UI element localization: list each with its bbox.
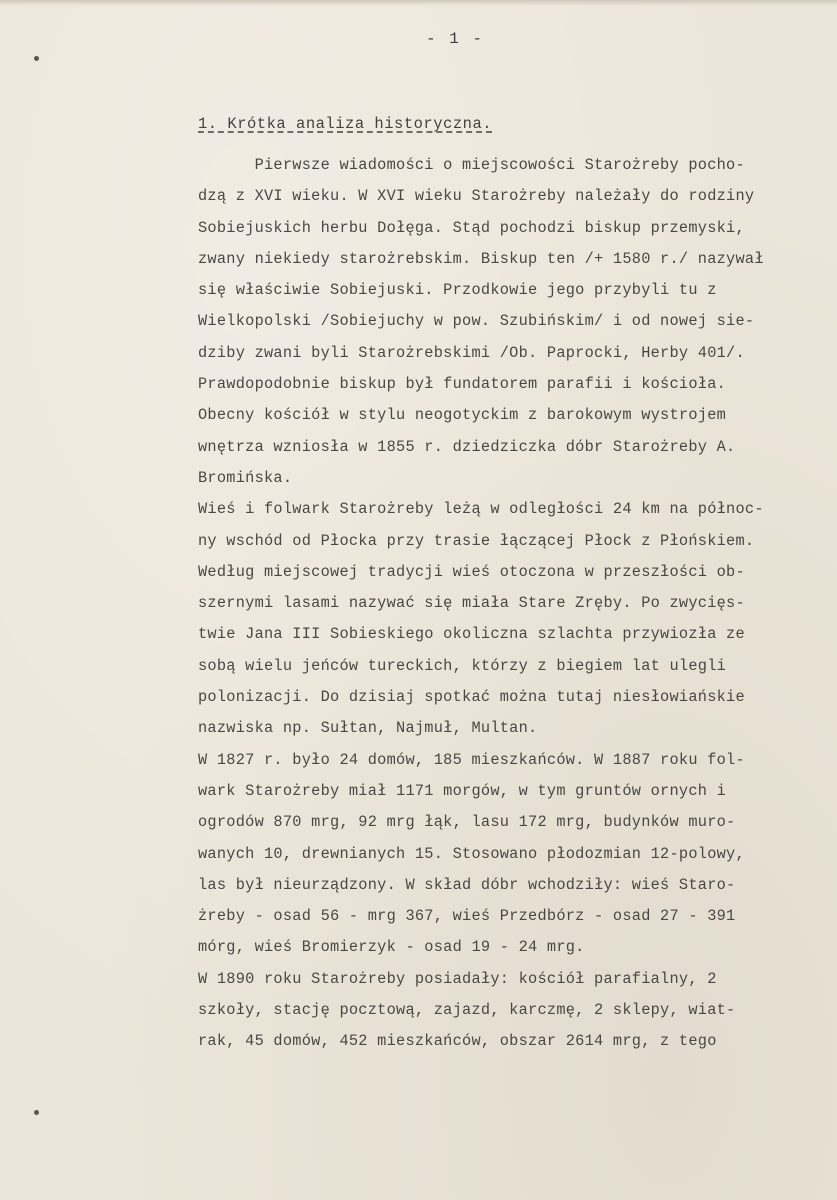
punch-hole bbox=[34, 56, 39, 61]
section-title: 1. Krótka analiza historyczna. bbox=[198, 115, 493, 133]
text-line: szkoły, stację pocztową, zajazd, karczmę, 2 sklepy, wiat- bbox=[198, 1001, 736, 1020]
text-line: zwany niekiedy starożrebskim. Biskup ten /+ 1580 r./ nazywał bbox=[198, 249, 764, 268]
text-line: twie Jana III Sobieskiego okoliczna szlachta przywiozła ze bbox=[198, 625, 745, 644]
punch-hole bbox=[34, 1110, 39, 1115]
paper-edge bbox=[0, 0, 837, 6]
text-line: W 1827 r. było 24 domów, 185 mieszkańców. W 1887 roku fol- bbox=[198, 750, 745, 769]
text-line: się właściwie Sobiejuski. Przodkowie jego przybyli tu z bbox=[198, 281, 717, 300]
text-line: wark Starożreby miał 1171 morgów, w tym gruntów ornych i bbox=[198, 781, 727, 800]
text-line: Wieś i folwark Starożreby leżą w odległości 24 km na północ- bbox=[198, 500, 764, 519]
text-line: dzą z XVI wieku. W XVI wieku Starożreby należały do rodziny bbox=[198, 187, 755, 206]
text-line: Obecny kościół w stylu neogotyckim z barokowym wystrojem bbox=[198, 406, 727, 425]
text-line: żreby - osad 56 - mrg 367, wieś Przedbórz - osad 27 - 391 bbox=[198, 907, 736, 926]
text-line: wnętrza wzniosła w 1855 r. dziedziczka dóbr Starożreby A. bbox=[198, 437, 736, 456]
text-line: Sobiejuskich herbu Dołęga. Stąd pochodzi biskup przemyski, bbox=[198, 218, 745, 237]
text-line: ogrodów 870 mrg, 92 mrg łąk, lasu 172 mrg, budynków muro- bbox=[198, 813, 736, 832]
text-line: Pierwsze wiadomości o miejscowości Starożreby pocho- bbox=[198, 156, 745, 174]
text-line: polonizacji. Do dzisiaj spotkać można tutaj niesłowiańskie bbox=[198, 688, 745, 707]
text-line: wanych 10, drewnianych 15. Stosowano płodozmian 12-polowy, bbox=[198, 844, 745, 863]
text-line: las był nieurządzony. W skład dóbr wchodziły: wieś Staro- bbox=[198, 875, 736, 894]
text-line: nazwiska np. Sułtan, Najmuł, Multan. bbox=[198, 719, 538, 738]
text-line: sobą wielu jeńców tureckich, którzy z biegiem lat ulegli bbox=[198, 656, 727, 675]
text-line: szernymi lasami nazywać się miała Stare Zręby. Po zwycięs- bbox=[198, 594, 745, 613]
text-line: Prawdopodobnie biskup był fundatorem parafii i kościoła. bbox=[198, 375, 727, 394]
text-line: mórg, wieś Bromierzyk - osad 19 - 24 mrg. bbox=[198, 938, 585, 957]
text-line: rak, 45 domów, 452 mieszkańców, obszar 2614 mrg, z tego bbox=[198, 1032, 717, 1051]
body-text bbox=[198, 150, 818, 1058]
text-line: ny wschód od Płocka przy trasie łączącej Płock z Płońskiem. bbox=[198, 531, 755, 550]
text-line: Według miejscowej tradycji wieś otoczona w przeszłości ob- bbox=[198, 562, 745, 581]
text-line: dziby zwani byli Starożrebskimi /Ob. Paprocki, Herby 401/. bbox=[198, 343, 745, 362]
text-line: W 1890 roku Starożreby posiadały: kościół parafialny, 2 bbox=[198, 969, 717, 988]
text-line: Bromińska. bbox=[198, 468, 293, 487]
page-number: - 1 - bbox=[426, 30, 485, 48]
text-line: Wielkopolski /Sobiejuchy w pow. Szubińskim/ i od nowej sie- bbox=[198, 312, 755, 331]
